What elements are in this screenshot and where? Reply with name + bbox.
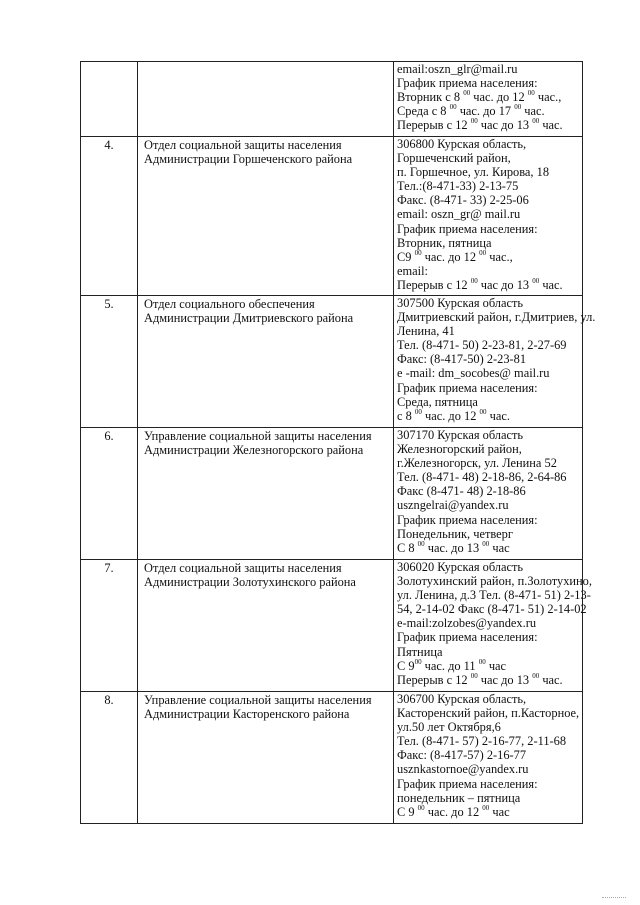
contact-info-line: email: <box>397 263 428 278</box>
contact-info-line: 306800 Курская область, <box>397 137 527 151</box>
contact-info-text: с 8 <box>397 408 415 423</box>
contact-info-text: Перерыв с 12 <box>397 277 471 292</box>
contact-info-text: С 9 <box>397 658 415 673</box>
contact-info-line: 307170 Курская область <box>397 428 524 442</box>
contact-info-line: понедельник – пятница <box>397 790 521 805</box>
contact-info-cell <box>394 692 583 824</box>
contact-info-line <box>397 90 580 104</box>
table-row <box>81 692 583 824</box>
contact-info-line: Тел. (8-471- 48) 2-18-86, 2-64-86 <box>397 470 567 485</box>
time-minutes-superscript: 00 <box>417 539 425 548</box>
contact-info-line: 54, 2-14-02 Факс (8-471- 51) 2-14-02 <box>397 602 587 617</box>
time-minutes-superscript: 00 <box>479 407 487 416</box>
time-minutes-superscript: 00 <box>527 89 535 98</box>
contact-info-line: email:oszn_glr@mail.ru <box>397 62 518 76</box>
contact-info-text: час <box>485 658 507 673</box>
contact-info-cell <box>394 62 583 137</box>
organization-cell <box>138 296 394 428</box>
contact-info-line: Тел. (8-471- 50) 2-23-81, 2-27-69 <box>397 338 567 353</box>
contact-info-line: Ленина, 41 <box>397 324 455 339</box>
contact-info-line: Касторенский район, п.Касторное, <box>397 706 580 721</box>
contact-info-text: час., <box>534 90 562 105</box>
contact-info-text: час до 13 <box>477 277 533 292</box>
contact-info-line: 306700 Курская область, <box>397 692 527 706</box>
contact-info-text: час. <box>521 104 545 119</box>
scan-edge-mark <box>602 897 626 899</box>
contact-info-text: Вторник с 8 <box>397 90 464 105</box>
contact-info-line: График приема населения: <box>397 776 538 791</box>
contact-info-line: email: oszn_gr@ mail.ru <box>397 207 521 222</box>
contact-info-text: час. до 12 <box>421 408 480 423</box>
contact-info-line: ул.50 лет Октября,6 <box>397 720 501 735</box>
contact-info-line: Железногорский район, <box>397 442 522 457</box>
contact-info-line <box>397 250 580 264</box>
contact-info-line: Горшеченский район, <box>397 151 511 166</box>
row-number-cell <box>81 428 138 560</box>
row-number-cell <box>81 296 138 428</box>
contact-info-line: Пятница <box>397 644 443 659</box>
contact-info-line: uszngelrai@yandex.ru <box>397 498 509 513</box>
row-number-cell <box>81 560 138 692</box>
contact-info-line <box>397 659 580 673</box>
time-minutes-superscript: 00 <box>532 117 540 126</box>
time-minutes-superscript: 00 <box>470 276 478 285</box>
contact-info-text: Перерыв с 12 <box>397 118 471 133</box>
row-number <box>81 62 137 63</box>
row-number: 5. <box>104 297 114 311</box>
contact-info-text: час <box>489 804 510 819</box>
contact-info-text: час до 13 <box>477 672 533 687</box>
contact-info-text: Среда с 8 <box>397 104 450 119</box>
time-minutes-superscript: 00 <box>532 671 540 680</box>
contact-info-line: Факс: (8-417-57) 2-16-77 <box>397 748 527 763</box>
contact-info-line: usznkastornoe@yandex.ru <box>397 762 529 777</box>
contact-info-text: С9 <box>397 249 415 264</box>
organization-cell <box>138 560 394 692</box>
contact-info-line: Дмитриевский район, г.Дмитриев, ул. <box>397 310 596 325</box>
contact-info-line: Тел. (8-471- 57) 2-16-77, 2-11-68 <box>397 734 567 749</box>
time-minutes-superscript: 00 <box>514 103 522 112</box>
contact-info-text: час. до 13 <box>424 540 483 555</box>
row-number-cell <box>81 692 138 824</box>
time-minutes-superscript: 00 <box>482 803 490 812</box>
contact-info-text: С 9 <box>397 804 418 819</box>
table-row <box>81 62 583 137</box>
organization-name <box>144 62 389 63</box>
contact-info-line <box>397 118 580 132</box>
row-number: 7. <box>104 561 114 575</box>
organization-cell <box>138 137 394 296</box>
time-minutes-superscript: 00 <box>414 248 422 257</box>
contact-info-line <box>397 409 580 423</box>
contact-info-line: График приема населения: <box>397 221 538 236</box>
contact-info-cell <box>394 137 583 296</box>
contact-info-text: С 8 <box>397 540 418 555</box>
contact-info-line: Факс. (8-471- 33) 2-25-06 <box>397 193 529 208</box>
contact-info-line: Факс (8-471- 48) 2-18-86 <box>397 484 526 499</box>
time-minutes-superscript: 00 <box>478 657 486 666</box>
contact-info-line: График приема населения: <box>397 76 538 91</box>
time-minutes-superscript: 00 <box>482 539 490 548</box>
organization-name: Отдел социальной защиты населения Администрации Горшеченского района <box>144 138 353 167</box>
organization-name: Управление социальной защиты населения Администрации Железногорского района <box>144 429 372 458</box>
contact-info-text: час. до 17 <box>456 104 515 119</box>
contact-info-line: e -mail: dm_socobes@ mail.ru <box>397 366 550 381</box>
row-number: 4. <box>104 138 114 152</box>
contact-info-text: час. до 12 <box>421 249 480 264</box>
row-number: 8. <box>104 693 114 707</box>
time-minutes-superscript: 00 <box>479 248 487 257</box>
contact-info-text: час <box>489 540 510 555</box>
contact-info-cell <box>394 428 583 560</box>
contact-info-text: час. <box>539 672 563 687</box>
contact-info-text: час., <box>486 249 513 264</box>
organization-name: Отдел социального обеспечения Администрации Дмитриевского района <box>144 297 354 326</box>
contact-info-line: ул. Ленина, д.3 Тел. (8-471- 51) 2-13- <box>397 588 591 603</box>
time-minutes-superscript: 00 <box>470 117 478 126</box>
table-row <box>81 560 583 692</box>
time-minutes-superscript: 00 <box>470 671 478 680</box>
time-minutes-superscript: 00 <box>417 803 425 812</box>
contact-info-line: 306020 Курская область <box>397 560 524 574</box>
row-number-cell <box>81 62 138 137</box>
contact-info-line: г.Железногорск, ул. Ленина 52 <box>397 456 557 471</box>
contact-info-line: Среда, пятница <box>397 394 478 409</box>
contact-info-text: час до 13 <box>477 118 533 133</box>
contact-info-line: Тел.:(8-471-33) 2-13-75 <box>397 179 519 194</box>
row-number: 6. <box>104 429 114 443</box>
contact-info-line <box>397 104 580 118</box>
contact-info-cell <box>394 296 596 428</box>
contact-info-line: Факс: (8-417-50) 2-23-81 <box>397 352 527 367</box>
contact-info-text: Перерыв с 12 <box>397 672 471 687</box>
contact-info-text: час. <box>486 408 510 423</box>
time-minutes-superscript: 00 <box>532 276 540 285</box>
table-body <box>81 62 596 824</box>
organization-cell <box>138 428 394 560</box>
row-number-cell <box>81 137 138 296</box>
contact-info-line: e-mail:zolzobes@yandex.ru <box>397 616 537 631</box>
organization-cell <box>138 692 394 824</box>
contact-info-line <box>397 278 580 292</box>
contact-info-cell <box>394 560 592 692</box>
contact-info-line: Понедельник, четверг <box>397 526 513 541</box>
time-minutes-superscript: 00 <box>414 407 422 416</box>
table-row <box>81 296 583 428</box>
contact-info-line: 307500 Курская область <box>397 296 524 310</box>
organization-name: Отдел социальной защиты населения Администрации Золотухинского района <box>144 561 356 590</box>
time-minutes-superscript: 00 <box>414 657 422 666</box>
contact-info-line: График приема населения: <box>397 380 538 395</box>
contact-info-line: График приема населения: <box>397 512 538 527</box>
contact-info-text: час. <box>539 118 563 133</box>
organization-name: Управление социальной защиты населения Администрации Касторенского района <box>144 693 372 722</box>
contact-info-line: п. Горшечное, ул. Кирова, 18 <box>397 165 550 180</box>
contact-info-line: Вторник, пятница <box>397 235 492 250</box>
contact-info-line <box>397 673 580 687</box>
contact-info-line: Золотухинский район, п.Золотухино, <box>397 574 592 589</box>
contact-info-line <box>397 541 580 555</box>
contact-info-line: График приема населения: <box>397 630 538 645</box>
contact-info-text: час. <box>539 277 563 292</box>
contact-info-text: час. до 11 <box>421 658 479 673</box>
contact-info-line <box>397 805 580 819</box>
contact-info-text: час. до 12 <box>470 90 528 105</box>
table-row <box>81 428 583 560</box>
contact-info-text: час. до 12 <box>424 804 483 819</box>
organization-cell <box>138 62 394 137</box>
time-minutes-superscript: 00 <box>463 89 471 98</box>
time-minutes-superscript: 00 <box>449 103 457 112</box>
social-protection-offices-table <box>80 61 596 824</box>
table-row <box>81 137 583 296</box>
